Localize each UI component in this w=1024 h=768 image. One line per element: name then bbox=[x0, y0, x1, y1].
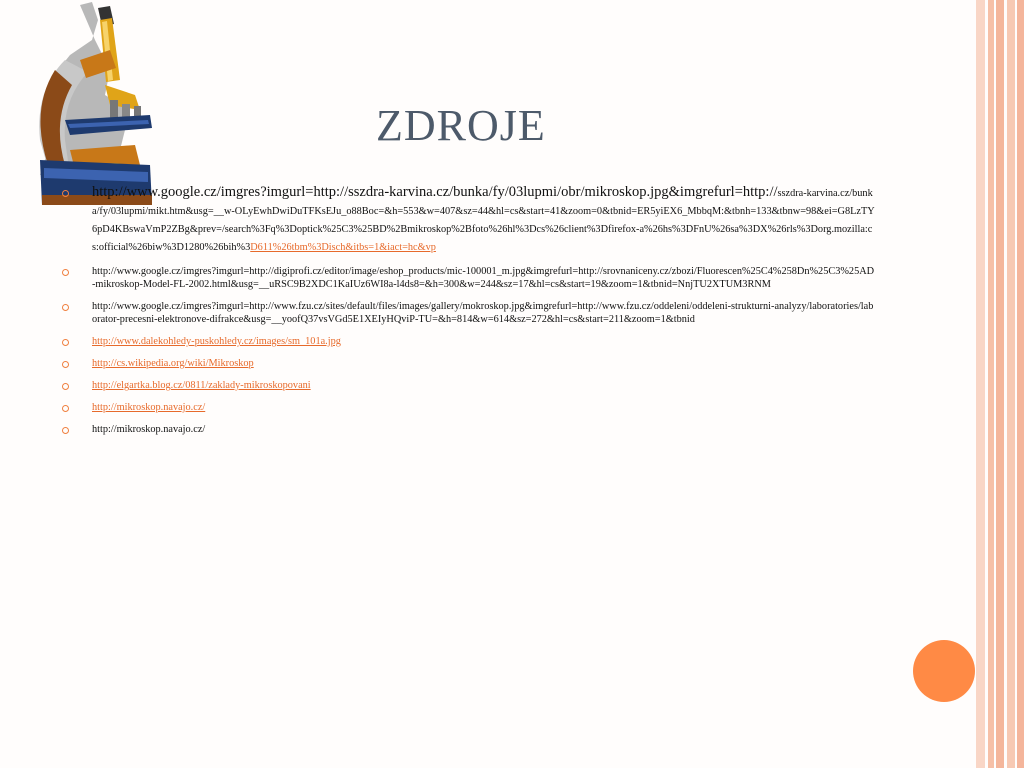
list-item bbox=[62, 265, 877, 291]
list-item bbox=[62, 379, 877, 392]
bullet-icon bbox=[62, 304, 69, 311]
right-stripe-1 bbox=[976, 0, 985, 768]
list-item bbox=[62, 401, 877, 414]
sources-list bbox=[62, 184, 877, 445]
bullet-icon bbox=[62, 190, 69, 197]
microscope-icon bbox=[10, 0, 170, 215]
decorative-orange-circle bbox=[913, 640, 975, 702]
list-item bbox=[62, 423, 877, 436]
bullet-icon bbox=[62, 339, 69, 346]
bullet-icon bbox=[62, 269, 69, 276]
source-text: http://mikroskop.navajo.cz/ bbox=[92, 424, 206, 435]
source-text: http://www.google.cz/imgres?imgurl=http://www.fzu.cz/sites/default/files/images/gallery/mokroskop.jpg&imgrefurl=http://www.fzu.cz/oddeleni/oddeleni-strukturni-analyzy/laboratories/laborator-precesni-elektronove-difrakce&usg=__yoofQ37vsVGd5E1XEIyHQviP-TU=&h=814&w=614&sz=272&hl=cs&start=211&zoom=1&tbnid bbox=[92, 301, 874, 325]
slide-title: ZDROJE bbox=[376, 101, 546, 150]
list-item bbox=[62, 184, 877, 256]
list-item bbox=[62, 357, 877, 370]
right-stripe-5 bbox=[1017, 0, 1024, 768]
source-link[interactable]: http://www.dalekohledy-puskohledy.cz/images/sm_101a.jpg bbox=[92, 336, 341, 347]
right-stripe-4 bbox=[1007, 0, 1015, 768]
list-item bbox=[62, 335, 877, 348]
bullet-icon bbox=[62, 383, 69, 390]
source-link[interactable]: D611%26tbm%3Disch&itbs=1&iact=hc&vp bbox=[250, 242, 436, 253]
right-stripe-3 bbox=[996, 0, 1004, 768]
bullet-icon bbox=[62, 405, 69, 412]
source-link[interactable]: http://cs.wikipedia.org/wiki/Mikroskop bbox=[92, 358, 254, 369]
source-link[interactable]: http://mikroskop.navajo.cz/ bbox=[92, 402, 206, 413]
bullet-icon bbox=[62, 427, 69, 434]
list-item bbox=[62, 300, 877, 326]
source-text-small: sszdra-karvina.cz/bunka/fy/03lupmi/mikt.htm&usg=__w-OLyEwhDwiDuTFKsEJu_o88Boc=&h=553&w=407&sz=44&hl=cs&start=41&zoom=0&tbnid=ER5yiEX6_MbbqM:&tbnh=133&tbnw=98&ei=G8LzTY6pD4KBswaVmP2ZBg&prev=/search%3Fq%3Doptick%25C3%25BD%2Bmikroskop%2Bfoto%26hl%3Dcs%26client%3Dfirefox-a%26hs%3DFnU%26sa%3DX%26rls%3Dorg.mozilla:cs:official%26biw%3D1280%26bih%3 bbox=[92, 188, 875, 253]
bullet-icon bbox=[62, 361, 69, 368]
source-text-large: http://www.google.cz/imgres?imgurl=http://sszdra-karvina.cz/bunka/fy/03lupmi/obr/mikroskop.jpg&imgrefurl=http:// bbox=[92, 184, 778, 200]
source-link[interactable]: http://elgartka.blog.cz/0811/zaklady-mikroskopovani bbox=[92, 380, 311, 391]
right-stripe-2 bbox=[988, 0, 994, 768]
source-text: http://www.google.cz/imgres?imgurl=http://digiprofi.cz/editor/image/eshop_products/mic-100001_m.jpg&imgrefurl=http://srovnaniceny.cz/zbozi/Fluorescen%25C4%258Dn%25C3%25AD-mikroskop-Model-FL-2002.html&usg=__uRSC9B2XDC1KaIUz6WI8a-l4ds8=&h=300&w=244&sz=17&hl=cs&start=19&zoom=1&tbnid=NnjTU2XTUM3RNM bbox=[92, 266, 875, 290]
